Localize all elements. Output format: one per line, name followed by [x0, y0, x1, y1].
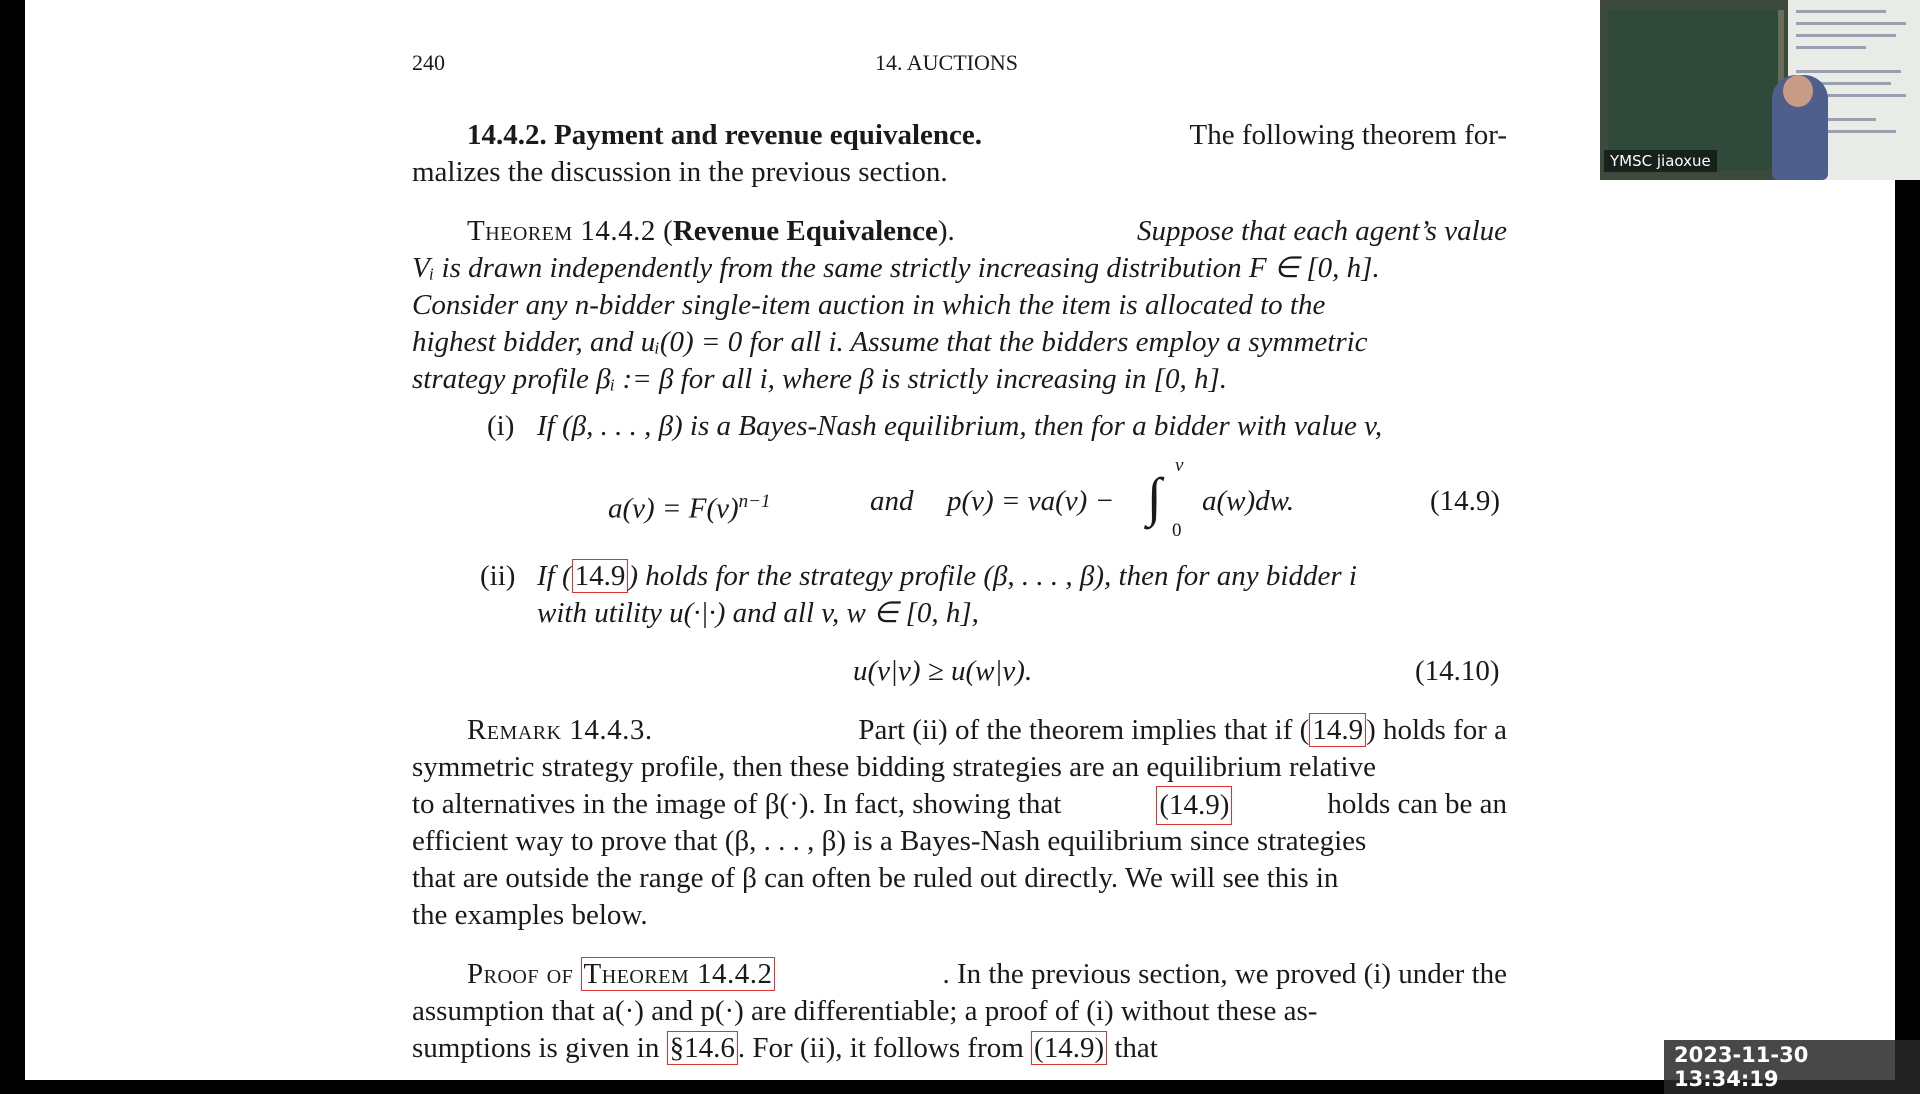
remark-label: Remark 14.4.3. — [467, 714, 653, 746]
theorem-line-4: strategy profile βᵢ := β for all i, where β is strictly increasing in [0, h]. — [412, 363, 1228, 395]
proof-line1: Proof of Theorem 14.4.2 . In the previous section, we proved (i) under the — [467, 958, 1507, 990]
theorem-line-0: Suppose that each agent’s value — [1137, 215, 1507, 247]
remark-line5: that are outside the range of β can often be ruled out directly. We will see this in — [412, 862, 1339, 894]
section-number: 14.4.2. — [467, 119, 547, 151]
section-title: Payment and revenue equivalence. — [554, 119, 982, 151]
webcam-label: YMSC jiaoxue — [1604, 150, 1717, 172]
remark-line2: symmetric strategy profile, then these bidding strategies are an equilibrium relative — [412, 751, 1376, 783]
proof-ref-14-9-link[interactable]: (14.9) — [1031, 1031, 1107, 1065]
remark-ref-14-9-link-2[interactable]: (14.9) — [1156, 786, 1232, 825]
item-i-label: (i) — [487, 410, 515, 442]
remark-line4: efficient way to prove that (β, . . . , β) is a Bayes-Nash equilibrium since strategies — [412, 825, 1367, 857]
lecturer-head — [1783, 75, 1813, 107]
proof-line2: assumption that a(·) and p(·) are differentiable; a proof of (i) without these as- — [412, 995, 1318, 1027]
integral-lower-bound: 0 — [1172, 520, 1182, 541]
eq-14-9-exponent: n−1 — [738, 491, 771, 512]
eq-14-9-number: (14.9) — [1430, 485, 1501, 517]
remark-line1: Remark 14.4.3. Part (ii) of the theorem implies that if ( 14.9 ) holds for a — [467, 712, 1507, 749]
proof-label: Proof of — [467, 958, 574, 990]
theorem-line-2: Consider any n-bidder single-item auction in which the item is allocated to the — [412, 289, 1326, 321]
eq-14-10-number: (14.10) — [1415, 655, 1500, 687]
eq-14-9-right-a: p(v) = va(v) − — [947, 485, 1115, 517]
theorem-heading-line: Theorem 14.4.2 (Revenue Equivalence). Suppose that each agent’s value — [467, 213, 1507, 250]
page-number: 240 — [412, 50, 445, 75]
item-ii-line1: If ( 14.9 ) holds for the strategy profile (β, . . . , β), then for any bidder i — [537, 560, 1357, 592]
theorem-line-3: highest bidder, and uᵢ(0) = 0 for all i. Assume that the bidders employ a symmetric — [412, 326, 1368, 358]
item-i-text: If (β, . . . , β) is a Bayes-Nash equilibrium, then for a bidder with value v, — [537, 410, 1383, 442]
integral-sign: ∫ — [1147, 467, 1162, 527]
section-body-line2: malizes the discussion in the previous section. — [412, 156, 948, 188]
proof-theorem-ref-link[interactable]: Theorem 14.4.2 — [581, 957, 776, 991]
eq-14-9-and: and — [870, 485, 914, 517]
integral-upper-bound: v — [1175, 455, 1184, 476]
item-ii-label: (ii) — [480, 560, 516, 592]
webcam-feed — [1600, 0, 1920, 180]
proof-section-ref-link[interactable]: §14.6 — [667, 1031, 738, 1065]
eq-14-9-right-b: a(w)dw. — [1202, 485, 1295, 517]
section-heading-line — [467, 117, 1507, 154]
recording-timestamp: 2023-11-30 13:34:19 — [1664, 1040, 1920, 1094]
item-ii-line2: with utility u(·|·) and all v, w ∈ [0, h], — [537, 597, 979, 629]
theorem-label: Theorem 14.4.2 — [467, 215, 656, 247]
ref-eq-14-9-link[interactable]: 14.9 — [572, 559, 629, 593]
theorem-name: Revenue Equivalence — [672, 215, 938, 247]
remark-ref-14-9-link[interactable]: 14.9 — [1309, 713, 1366, 747]
eq-14-9-left: $a(v) = F(v)^{n-1}$ — [608, 491, 771, 525]
section-body-line1: The following theorem for- — [1189, 119, 1507, 151]
remark-line6: the examples below. — [412, 899, 648, 931]
chalkboard — [1608, 10, 1784, 170]
chapter-header: 14. AUCTIONS — [875, 50, 1019, 75]
theorem-line-1: Vᵢ is drawn independently from the same strictly increasing distribution F ∈ [0, h]. — [412, 252, 1380, 284]
eq-14-10-formula: u(v|v) ≥ u(w|v). — [853, 655, 1033, 687]
proof-line3: sumptions is given in §14.6 . For (ii), it follows from (14.9) that — [412, 1032, 1158, 1064]
remark-line3: to alternatives in the image of β(·). In fact, showing that (14.9) holds can be an — [412, 786, 1507, 825]
